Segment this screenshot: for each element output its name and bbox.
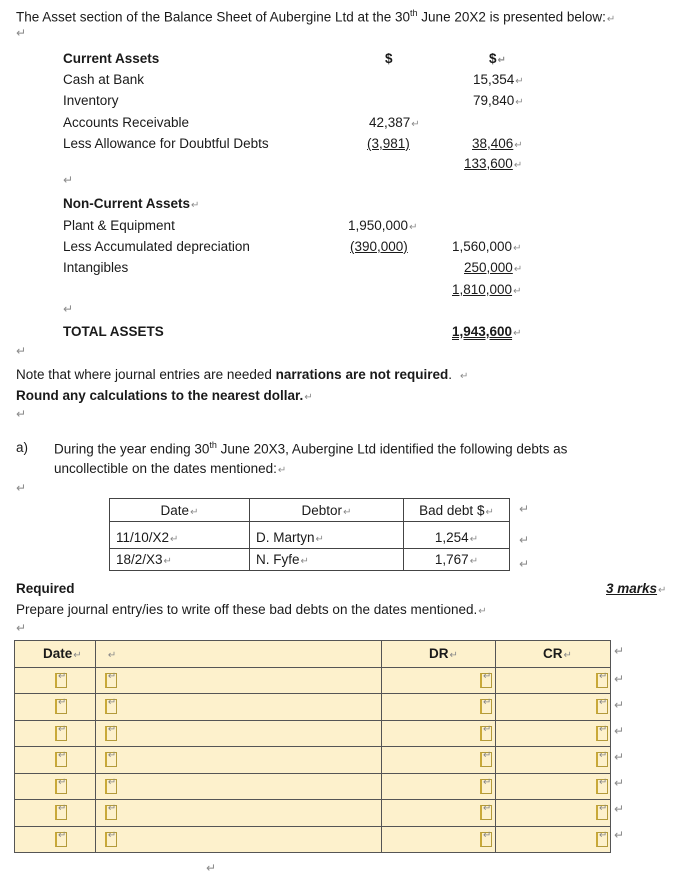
question-label: a) [16,440,29,455]
paragraph-mark: ↵ [519,533,530,547]
question-line-2: uncollectible on the dates mentioned:↵ [54,461,287,476]
journal-account-cell[interactable] [95,667,381,694]
journal-date-cell[interactable] [15,826,96,853]
row-amount: 1,767↵ [404,549,510,571]
paragraph-mark: ↵ [206,861,217,875]
paragraph-mark: ↵ [614,644,625,658]
journal-row[interactable] [15,773,611,800]
journal-date-cell[interactable] [15,667,96,694]
header-date: Date↵ [110,499,250,522]
acc-dep-value: (390,000) [350,239,408,254]
inventory-value: 79,840↵ [473,93,524,108]
current-total: 133,600↵ [464,156,523,171]
paragraph-mark: ↵ [614,802,625,816]
journal-dr-cell[interactable] [382,800,496,827]
journal-dr-cell[interactable] [382,826,496,853]
cash-label: Cash at Bank [63,72,145,87]
allowance-value: (3,981) [367,136,410,151]
plant-value: 1,950,000↵ [348,218,418,233]
paragraph-mark: ↵ [614,828,625,842]
noncurrent-total: 1,810,000↵ [452,282,522,297]
required-heading: Required [16,581,75,596]
intangibles-value: 250,000↵ [464,260,523,275]
paragraph-mark: ↵ [614,724,625,738]
col-dollar-1: $ [385,51,393,66]
journal-dr-cell[interactable] [382,720,496,747]
question-line-1: During the year ending 30th June 20X3, Aubergine Ltd identified the following debts as [54,440,568,457]
bad-debts-table [109,498,510,571]
journal-row[interactable] [15,694,611,721]
header-amount: Bad debt $↵ [404,499,510,522]
journal-account-cell[interactable] [95,720,381,747]
journal-cr-cell[interactable] [496,773,611,800]
allowance-label: Less Allowance for Doubtful Debts [63,136,269,151]
current-assets-heading: Current Assets [63,51,160,66]
cash-value: 15,354↵ [473,72,524,87]
journal-cr-cell[interactable] [496,800,611,827]
journal-cr-cell[interactable] [496,720,611,747]
paragraph-mark: ↵ [16,407,27,421]
paragraph-mark: ↵ [16,26,27,40]
journal-header-row [15,641,611,668]
journal-cr-cell[interactable] [496,667,611,694]
paragraph-mark: ↵ [16,481,27,495]
journal-dr-cell[interactable] [382,694,496,721]
bad-debts-header-row [110,499,510,522]
table-row [110,527,510,549]
intro-text: The Asset section of the Balance Sheet of Aubergine Ltd at the 30th June 20X2 is presented below:↵ [16,8,616,25]
journal-dr-cell[interactable] [382,667,496,694]
paragraph-mark: ↵ [16,621,27,635]
journal-date-cell[interactable] [15,694,96,721]
journal-account-cell[interactable] [95,800,381,827]
row-date: 18/2/X3↵ [110,549,250,571]
journal-row[interactable] [15,747,611,774]
journal-header-account: ↵ [95,641,381,668]
journal-cr-cell[interactable] [496,826,611,853]
journal-account-cell[interactable] [95,694,381,721]
journal-account-cell[interactable] [95,747,381,774]
marks-label: 3 marks↵ [606,581,667,596]
row-debtor: D. Martyn↵ [250,527,404,549]
paragraph-mark: ↵ [63,302,74,316]
journal-row[interactable] [15,826,611,853]
header-debtor: Debtor↵ [250,499,404,522]
journal-account-cell[interactable] [95,826,381,853]
journal-date-cell[interactable] [15,773,96,800]
paragraph-mark: ↵ [614,776,625,790]
journal-table [14,640,611,853]
paragraph-mark: ↵ [519,502,530,516]
row-date: 11/10/X2↵ [110,527,250,549]
ar-label: Accounts Receivable [63,115,190,130]
inventory-label: Inventory [63,93,119,108]
journal-account-cell[interactable] [95,773,381,800]
row-amount: 1,254↵ [404,527,510,549]
paragraph-mark: ↵ [16,344,27,358]
journal-header-date: Date↵ [15,641,96,668]
total-assets-label: TOTAL ASSETS [63,324,164,339]
col-dollar-2: $↵ [489,51,506,66]
required-instruction: Prepare journal entry/ies to write off these bad debts on the dates mentioned.↵ [16,602,487,617]
noncurrent-heading: Non-Current Assets↵ [63,196,200,211]
note-line-1: Note that where journal entries are needed narrations are not required. ↵ [16,367,469,382]
plant-net-value: 1,560,000↵ [452,239,522,254]
note-line-2: Round any calculations to the nearest dollar.↵ [16,388,313,403]
ar-value: 42,387↵ [369,115,420,130]
journal-row[interactable] [15,800,611,827]
plant-label: Plant & Equipment [63,218,175,233]
journal-date-cell[interactable] [15,747,96,774]
journal-row[interactable] [15,667,611,694]
ar-net-value: 38,406↵ [472,136,523,151]
intangibles-label: Intangibles [63,260,129,275]
paragraph-mark: ↵ [614,750,625,764]
journal-cr-cell[interactable] [496,747,611,774]
acc-dep-label: Less Accumulated depreciation [63,239,250,254]
journal-cr-cell[interactable] [496,694,611,721]
paragraph-mark: ↵ [63,173,74,187]
table-row [110,549,510,571]
paragraph-mark: ↵ [614,672,625,686]
row-debtor: N. Fyfe↵ [250,549,404,571]
journal-header-cr: CR↵ [496,641,611,668]
total-assets-value: 1,943,600↵ [452,324,522,339]
paragraph-mark: ↵ [614,698,625,712]
journal-dr-cell[interactable] [382,747,496,774]
journal-header-dr: DR↵ [382,641,496,668]
paragraph-mark: ↵ [519,557,530,571]
journal-date-cell[interactable] [15,720,96,747]
journal-date-cell[interactable] [15,800,96,827]
journal-dr-cell[interactable] [382,773,496,800]
journal-row[interactable] [15,720,611,747]
